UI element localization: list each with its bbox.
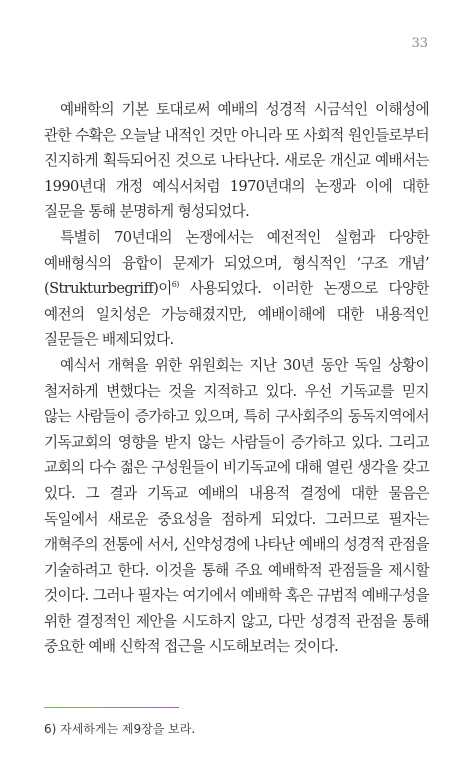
paragraph-1: 예배학의 기본 토대로써 예배의 성경적 시금석인 이해성에 관한 수확은 오늘날 내적인 것만 아니라 또 사회적 원인들로부터 진지하게 획득되어진 것으로 나타난다. 새로운 개신교 예배서는 1990년대 개정 예식서처럼 1970년대의 논쟁과 이에 대한 질문을 통해 분명하게 형성되었다.: [44, 101, 429, 221]
body-text: [44, 97, 429, 660]
page-number: 33: [411, 36, 428, 51]
paragraph-3: 예식서 개혁을 위한 위원회는 지난 30년 동안 독일 상황이 철저하게 변했다는 것을 지적하고 있다. 우선 기독교를 믿지 않는 사람들이 증가하고 있으며, 특히 구사회주의 동독지역에서 기독교회의 영향을 받지 않는 사람들이 증가하고 있다. 그리고 교회의 다수 젊은 구성원들이 비기독교에 대해 열린 생각을 갖고 있다. 그 결과 기독교 예배의 내용적 결정에 대한 물음은 독일에서 새로운 중요성을 점하게 되었다. 그러므로 필자는 개혁주의 전통에 서서, 신약성경에 나타난 예배의 성경적 관점을 기술하려고 한다. 이것을 통해 주요 예배학적 관점들을 제시할 것이다. 그러나 필자는 여기에서 예배학 혹은 규범적 예배구성을 위한 결정적인 제안을 시도하지 않고, 다만 성경적 관점을 통해 중요한 예배 신학적 접근을 시도해보려는 것이다.: [44, 356, 429, 656]
footnote-reference: 6): [171, 280, 179, 290]
paragraph-2: [44, 225, 429, 353]
footnote-divider: [44, 707, 179, 708]
footnote: 6) 자세하게는 제9장을 보라.: [44, 722, 196, 736]
paragraph-2-text-before: 특별히 70년대의 논쟁에서는 예전적인 실험과 다양한 예배형식의 융합이 문제가 되었으며, 형식적인 ‘구조 개념’ (Strukturbegriff)이: [44, 228, 429, 298]
paragraph-2-text-after: 사용되었다. 이러한 논쟁으로 다양한 예전의 일치성은 가능해졌지만, 예배이해에 대한 내용적인 질문들은 배제되었다.: [44, 280, 429, 349]
